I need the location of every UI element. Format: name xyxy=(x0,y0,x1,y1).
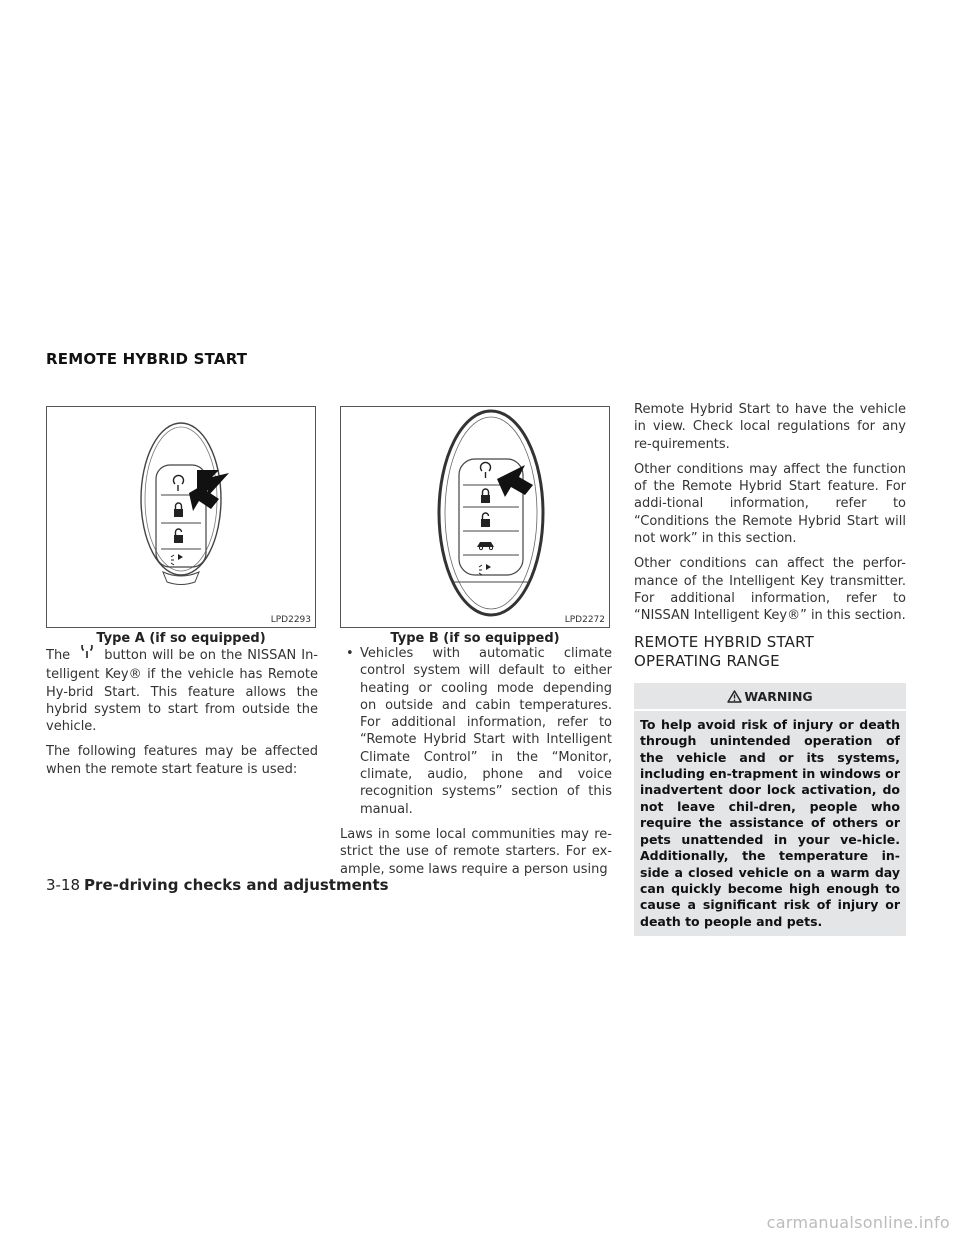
paragraph: Other conditions can affect the perfor-mance of the Intelligent Key transmitter. For additional information, refer to “NISSAN Intelligent Key®” in this section. xyxy=(634,556,906,624)
intelligent-key-type-a-icon xyxy=(47,407,315,627)
figure-type-a xyxy=(46,406,316,628)
warning-box xyxy=(634,683,906,937)
figure-code: LPD2272 xyxy=(564,615,605,625)
text-run: button will be on the NISSAN In-telligent Key® if the vehicle has Remote Hy-brid Start. This feature allows the hybrid system to start from outside the vehicle. xyxy=(46,648,318,735)
bullet-text: Vehicles with automatic climate control system will default to either heating or cooling mode depending on outside and cabin temperatures. For additional information, refer to “Remote Hybrid Start with Intelligent Climate Control” in the “Monitor, climate, audio, phone and voice recognition systems” section of this manual. xyxy=(360,646,612,817)
page-footer xyxy=(46,876,389,894)
figure-caption: Type B (if so equipped) xyxy=(390,631,560,646)
remote-start-icon xyxy=(70,645,104,666)
subheading: REMOTE HYBRID START OPERATING RANGE xyxy=(634,632,815,670)
paragraph: Other conditions may affect the function of the Remote Hybrid Start feature. For addi-tional information, refer to “Conditions the Remote Hybrid Start will not work” in this section. xyxy=(634,461,906,547)
section-title: REMOTE HYBRID START xyxy=(46,350,248,368)
paragraph: Remote Hybrid Start to have the vehicle in view. Check local regulations for any re-quirements. xyxy=(634,402,906,452)
chapter-title: Pre-driving checks and adjustments xyxy=(84,876,389,894)
paragraph xyxy=(46,645,318,735)
bullet-symbol: • xyxy=(346,646,354,661)
text-column-1 xyxy=(46,645,318,786)
text-column-3 xyxy=(634,401,906,936)
warning-text: To help avoid risk of injury or death through unintended operation of the vehicle and or its systems, including en-trapment in windows or inadvertent door lock activation, do not leave chil-dren, people who require the assistance of others or pets unattended in your ve-hicle. Additionally, the temperature in-side a closed vehicle on a warm day can quickly become high enough to cause a significant risk of injury or death to people and pets. xyxy=(640,716,900,929)
figure-type-b xyxy=(340,406,610,628)
watermark: carmanualsonline.info xyxy=(766,1213,950,1232)
warning-triangle-icon xyxy=(727,690,742,703)
figure-code: LPD2293 xyxy=(270,615,311,625)
paragraph: The following features may be affected when the remote start feature is used: xyxy=(46,744,318,777)
intelligent-key-type-b-icon xyxy=(341,407,609,627)
paragraph: Laws in some local communities may re-strict the use of remote starters. For ex-ample, some laws require a person using xyxy=(340,826,612,877)
warning-header xyxy=(634,683,906,711)
figure-caption: Type A (if so equipped) xyxy=(96,631,266,646)
page-number: 3-18 xyxy=(46,876,81,894)
text-run: The xyxy=(46,648,71,663)
text-column-2 xyxy=(340,645,612,886)
warning-title: WARNING xyxy=(744,688,813,704)
bullet-item xyxy=(340,645,612,818)
